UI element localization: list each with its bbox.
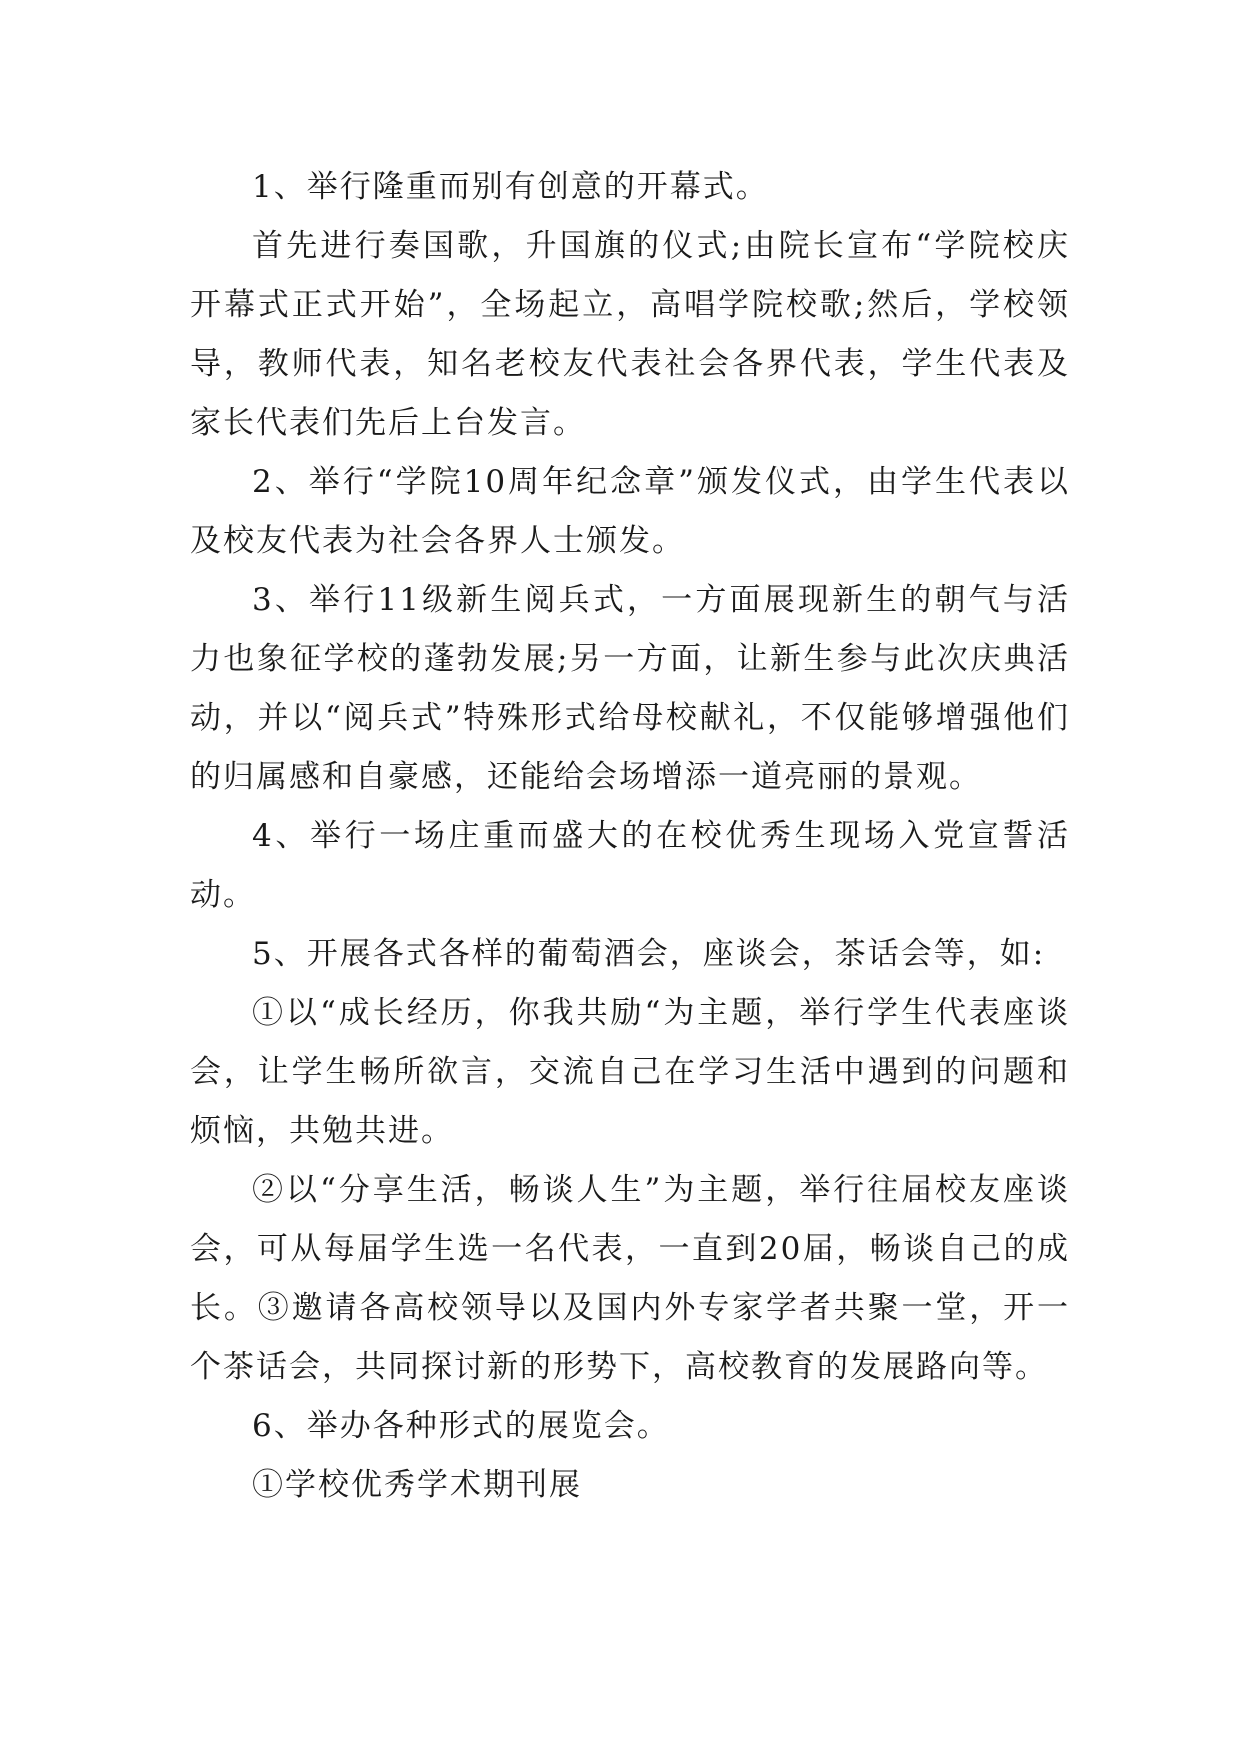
paragraph-commemorative-badge: 2、举行“学院10周年纪念章”颁发仪式，由学生代表以及校友代表为社会各界人士颁发。 xyxy=(190,464,1070,559)
paragraph-gatherings: 5、开展各式各样的葡萄酒会，座谈会，茶话会等，如: xyxy=(252,936,1046,972)
paragraph-freshman-parade: 3、举行11级新生阅兵式，一方面展现新生的朝气与活力也象征学校的蓬勃发展;另一方面，让新生参与此次庆典活动，并以“阅兵式”特殊形式给母校献礼，不仅能够增强他们的归属感和自豪感，还能给会场增添一道亮丽的景观。 xyxy=(190,582,1070,795)
paragraph-student-forum: ①以“成长经历，你我共励“为主题，举行学生代表座谈会，让学生畅所欲言，交流自己在学习生活中遇到的问题和烦恼，共勉共进。 xyxy=(190,995,1070,1149)
document-body xyxy=(190,158,1070,1515)
paragraph-exhibitions: 6、举办各种形式的展览会。 xyxy=(252,1408,670,1444)
paragraph-party-oath: 4、举行一场庄重而盛大的在校优秀生现场入党宣誓活动。 xyxy=(190,818,1070,913)
paragraph-alumni-forum: ②以“分享生活，畅谈人生”为主题，举行往届校友座谈会，可从每届学生选一名代表，一直到20届，畅谈自己的成长。③邀请各高校领导以及国内外专家学者共聚一堂，开一个茶话会，共同探讨新的形势下，高校教育的发展路向等。 xyxy=(190,1172,1070,1385)
paragraph-journal-exhibition: ①学校优秀学术期刊展 xyxy=(252,1467,582,1503)
paragraph-ceremony-details: 首先进行奏国歌，升国旗的仪式;由院长宣布“学院校庆开幕式正式开始”，全场起立，高唱学院校歌;然后，学校领导，教师代表，知名老校友代表社会各界代表，学生代表及家长代表们先后上台发言。 xyxy=(190,228,1070,441)
paragraph-opening-ceremony: 1、举行隆重而别有创意的开幕式。 xyxy=(252,169,769,205)
